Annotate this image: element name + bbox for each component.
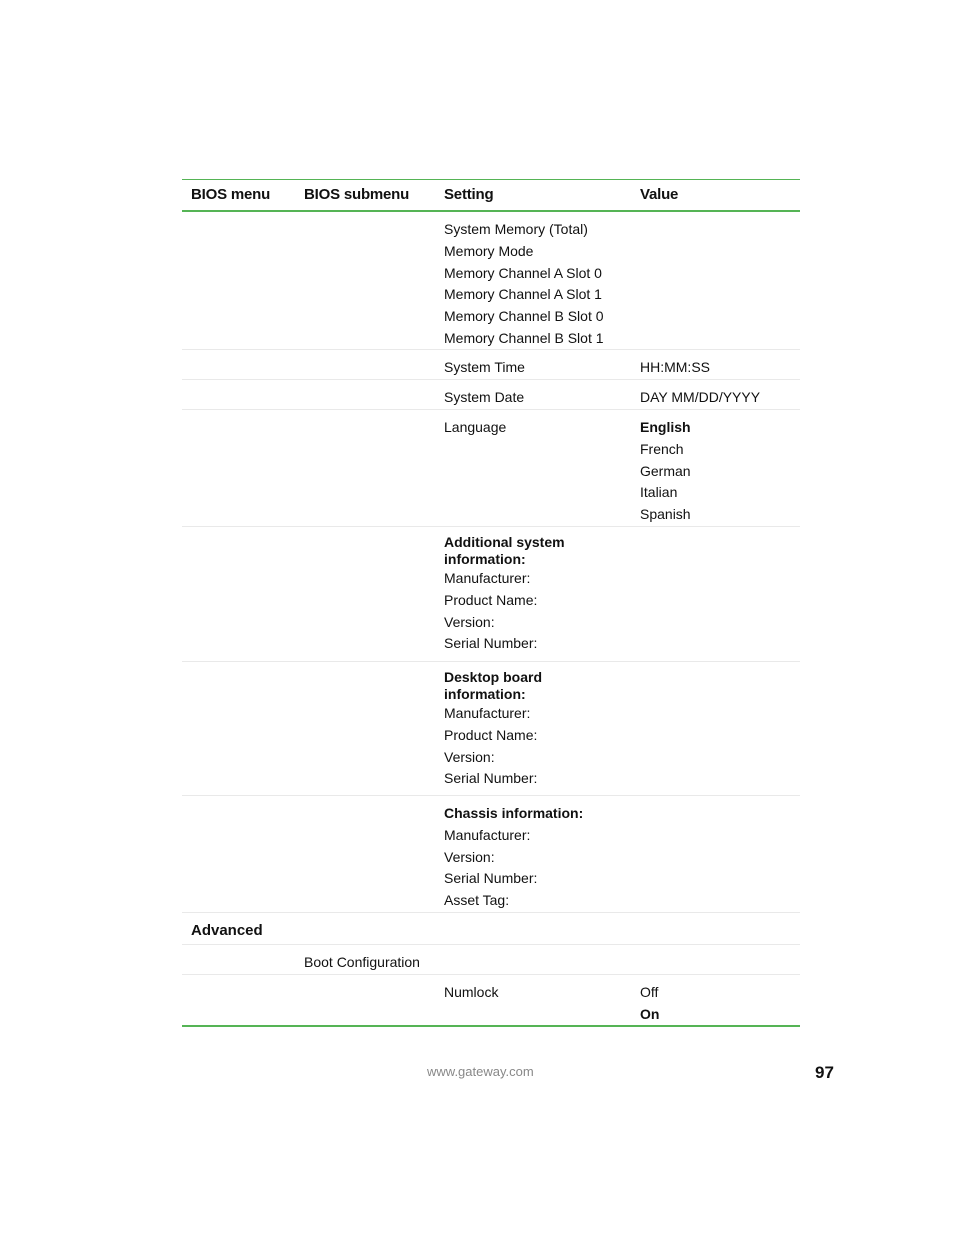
setting-text: Version: [444, 748, 495, 765]
table-row-system-info [182, 527, 800, 662]
header-value: Value [640, 186, 679, 203]
table-row-system-time [182, 350, 800, 380]
setting-text: Serial Number: [444, 635, 538, 652]
value-cell [640, 417, 691, 526]
setting-text: Version: [444, 848, 495, 865]
page-number: 97 [815, 1063, 834, 1082]
header-setting: Setting [444, 186, 494, 203]
setting-text: Manufacturer: [444, 570, 531, 586]
setting-text: Product Name: [444, 726, 538, 743]
value-cell [640, 357, 710, 379]
setting-text: Numlock [444, 984, 499, 1000]
table-row-chassis-info [182, 796, 800, 913]
setting-text: System Date [444, 389, 525, 405]
value-text: HH:MM:SS [640, 359, 710, 375]
value-text-default: On [640, 1005, 660, 1022]
table-row-memory [182, 212, 800, 350]
value-text: DAY MM/DD/YYYY [640, 389, 761, 405]
setting-text: Serial Number: [444, 870, 538, 887]
setting-text: Serial Number: [444, 770, 538, 787]
table-row-numlock [182, 975, 800, 1027]
setting-text: System Time [444, 359, 525, 375]
setting-text: Asset Tag: [444, 892, 510, 909]
setting-text: Product Name: [444, 591, 538, 608]
setting-text: Language [444, 419, 507, 435]
footer-url: www.gateway.com [427, 1064, 534, 1079]
setting-text: System Memory (Total) [444, 221, 588, 237]
value-cell [640, 387, 760, 409]
bios-submenu-label [304, 952, 420, 974]
header-bios-submenu: BIOS submenu [304, 186, 410, 203]
value-text: Italian [640, 484, 678, 501]
table-row-boot-configuration [182, 945, 800, 975]
bios-settings-table [182, 179, 800, 1027]
header-bios-menu: BIOS menu [191, 186, 271, 203]
setting-text: Memory Channel B Slot 0 [444, 308, 604, 325]
value-text: French [640, 440, 684, 457]
setting-cell [444, 982, 498, 1004]
setting-text: Memory Mode [444, 242, 534, 259]
setting-cell [444, 669, 574, 790]
setting-heading: Desktop board information: [444, 669, 543, 702]
table-row-board-info [182, 662, 800, 796]
value-text: Spanish [640, 506, 691, 523]
setting-cell [444, 534, 604, 655]
value-text: Off [640, 984, 659, 1000]
setting-cell [444, 219, 604, 350]
setting-text: Memory Channel A Slot 0 [444, 264, 602, 281]
setting-text: Memory Channel B Slot 1 [444, 329, 604, 346]
setting-cell [444, 387, 524, 409]
setting-cell [444, 357, 525, 379]
setting-cell [444, 803, 583, 912]
setting-text: Manufacturer: [444, 826, 531, 843]
setting-cell [444, 417, 506, 439]
table-row-language [182, 410, 800, 527]
value-cell [640, 982, 659, 1026]
value-text-default: English [640, 419, 691, 435]
setting-text: Manufacturer: [444, 705, 531, 721]
table-row-system-date [182, 380, 800, 410]
submenu-text: Boot Configuration [304, 954, 420, 970]
bios-menu-label [191, 920, 263, 942]
setting-text: Memory Channel A Slot 1 [444, 286, 602, 303]
table-row-advanced [182, 913, 800, 945]
value-text: German [640, 462, 691, 479]
setting-heading: Additional system information: [444, 534, 565, 567]
menu-text: Advanced [191, 922, 263, 939]
setting-text: Version: [444, 613, 495, 630]
table-header [182, 179, 800, 212]
setting-heading: Chassis information: [444, 805, 584, 821]
